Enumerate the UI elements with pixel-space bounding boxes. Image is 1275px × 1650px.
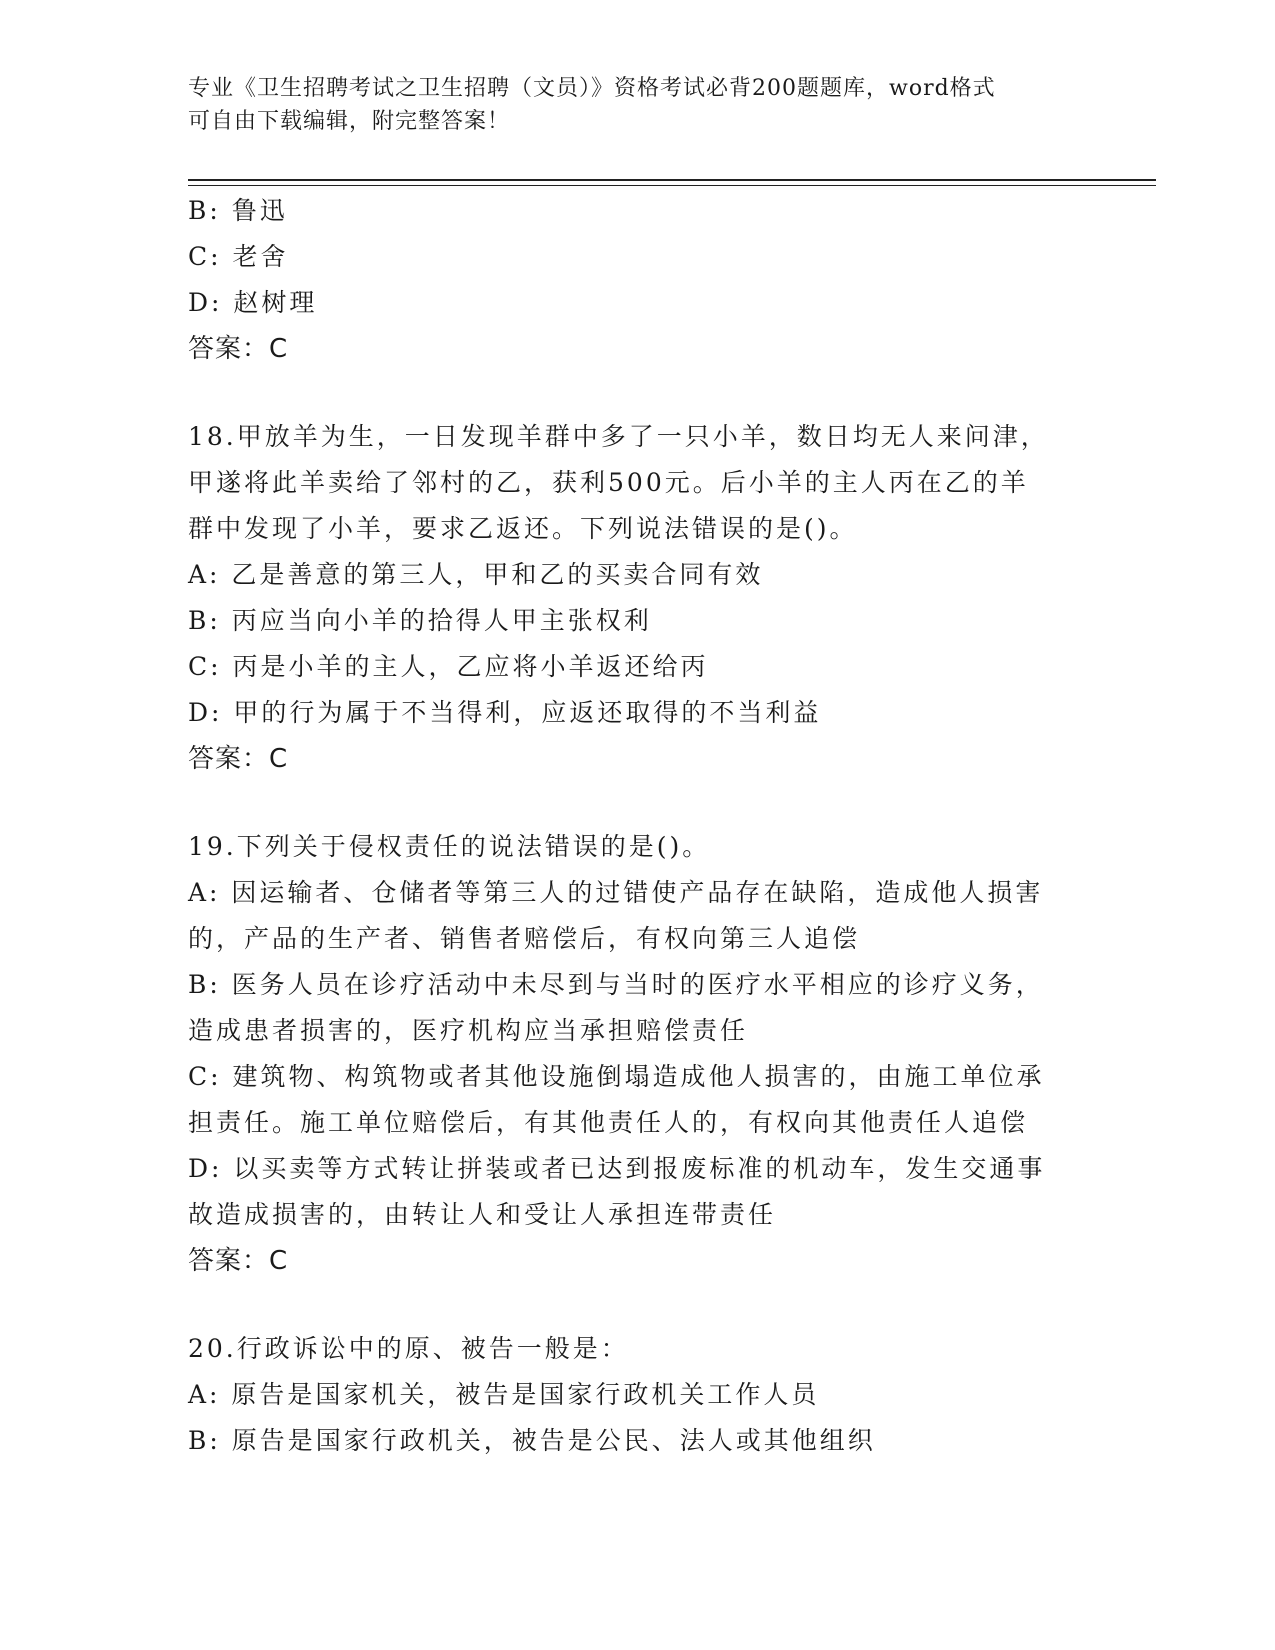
- header-line-2: 可自由下载编辑，附完整答案！: [188, 109, 511, 134]
- option-c-continued: 担责任。施工单位赔偿后，有其他责任人的，有权向其他责任人追偿: [188, 1108, 1029, 1137]
- header-divider-thick: [188, 179, 1156, 181]
- question-stem-line: 群中发现了小羊，要求乙返还。下列说法错误的是()。: [188, 514, 858, 543]
- option-b: B: 医务人员在诊疗活动中未尽到与当时的医疗水平相应的诊疗义务，: [188, 970, 1044, 999]
- header-line-1: 专业《卫生招聘考试之卫生招聘（文员）》资格考试必背200题题库，word格式: [188, 76, 996, 101]
- question-content: [188, 188, 1088, 1464]
- question-17: [188, 188, 1088, 372]
- answer-line: 答案：C: [188, 744, 289, 774]
- question-19: [188, 824, 1088, 1284]
- question-stem-line: 18.甲放羊为生，一日发现羊群中多了一只小羊，数日均无人来问津，: [188, 422, 1049, 451]
- question-stem-line: 20.行政诉讼中的原、被告一般是：: [188, 1334, 629, 1363]
- option-c: C: 老舍: [188, 242, 289, 271]
- answer-line: 答案：C: [188, 1246, 289, 1276]
- option-a: A: 原告是国家机关，被告是国家行政机关工作人员: [188, 1380, 820, 1409]
- question-18: [188, 414, 1088, 782]
- option-b: B: 丙应当向小羊的拾得人甲主张权利: [188, 606, 652, 635]
- document-header: [188, 72, 1068, 138]
- option-d: D: 以买卖等方式转让拼装或者已达到报废标准的机动车，发生交通事: [188, 1154, 1046, 1183]
- option-a: A: 因运输者、仓储者等第三人的过错使产品存在缺陷，造成他人损害: [188, 878, 1044, 907]
- header-divider-thin: [188, 185, 1156, 186]
- option-d: D: 赵树理: [188, 288, 318, 317]
- option-d: D: 甲的行为属于不当得利，应返还取得的不当利益: [188, 698, 822, 727]
- option-a: A: 乙是善意的第三人，甲和乙的买卖合同有效: [188, 560, 764, 589]
- option-c: C: 建筑物、构筑物或者其他设施倒塌造成他人损害的，由施工单位承: [188, 1062, 1045, 1091]
- option-b-continued: 造成患者损害的，医疗机构应当承担赔偿责任: [188, 1016, 749, 1045]
- option-a-continued: 的，产品的生产者、销售者赔偿后，有权向第三人追偿: [188, 924, 861, 953]
- answer-line: 答案：C: [188, 334, 289, 364]
- option-d-continued: 故造成损害的，由转让人和受让人承担连带责任: [188, 1200, 777, 1229]
- question-stem-line: 甲遂将此羊卖给了邻村的乙，获利500元。后小羊的主人丙在乙的羊: [188, 468, 1029, 497]
- option-b: B: 原告是国家行政机关，被告是公民、法人或其他组织: [188, 1426, 876, 1455]
- question-stem-line: 19.下列关于侵权责任的说法错误的是()。: [188, 832, 711, 861]
- question-20: [188, 1326, 1088, 1464]
- option-b: B: 鲁迅: [188, 196, 288, 225]
- option-c: C: 丙是小羊的主人，乙应将小羊返还给丙: [188, 652, 709, 681]
